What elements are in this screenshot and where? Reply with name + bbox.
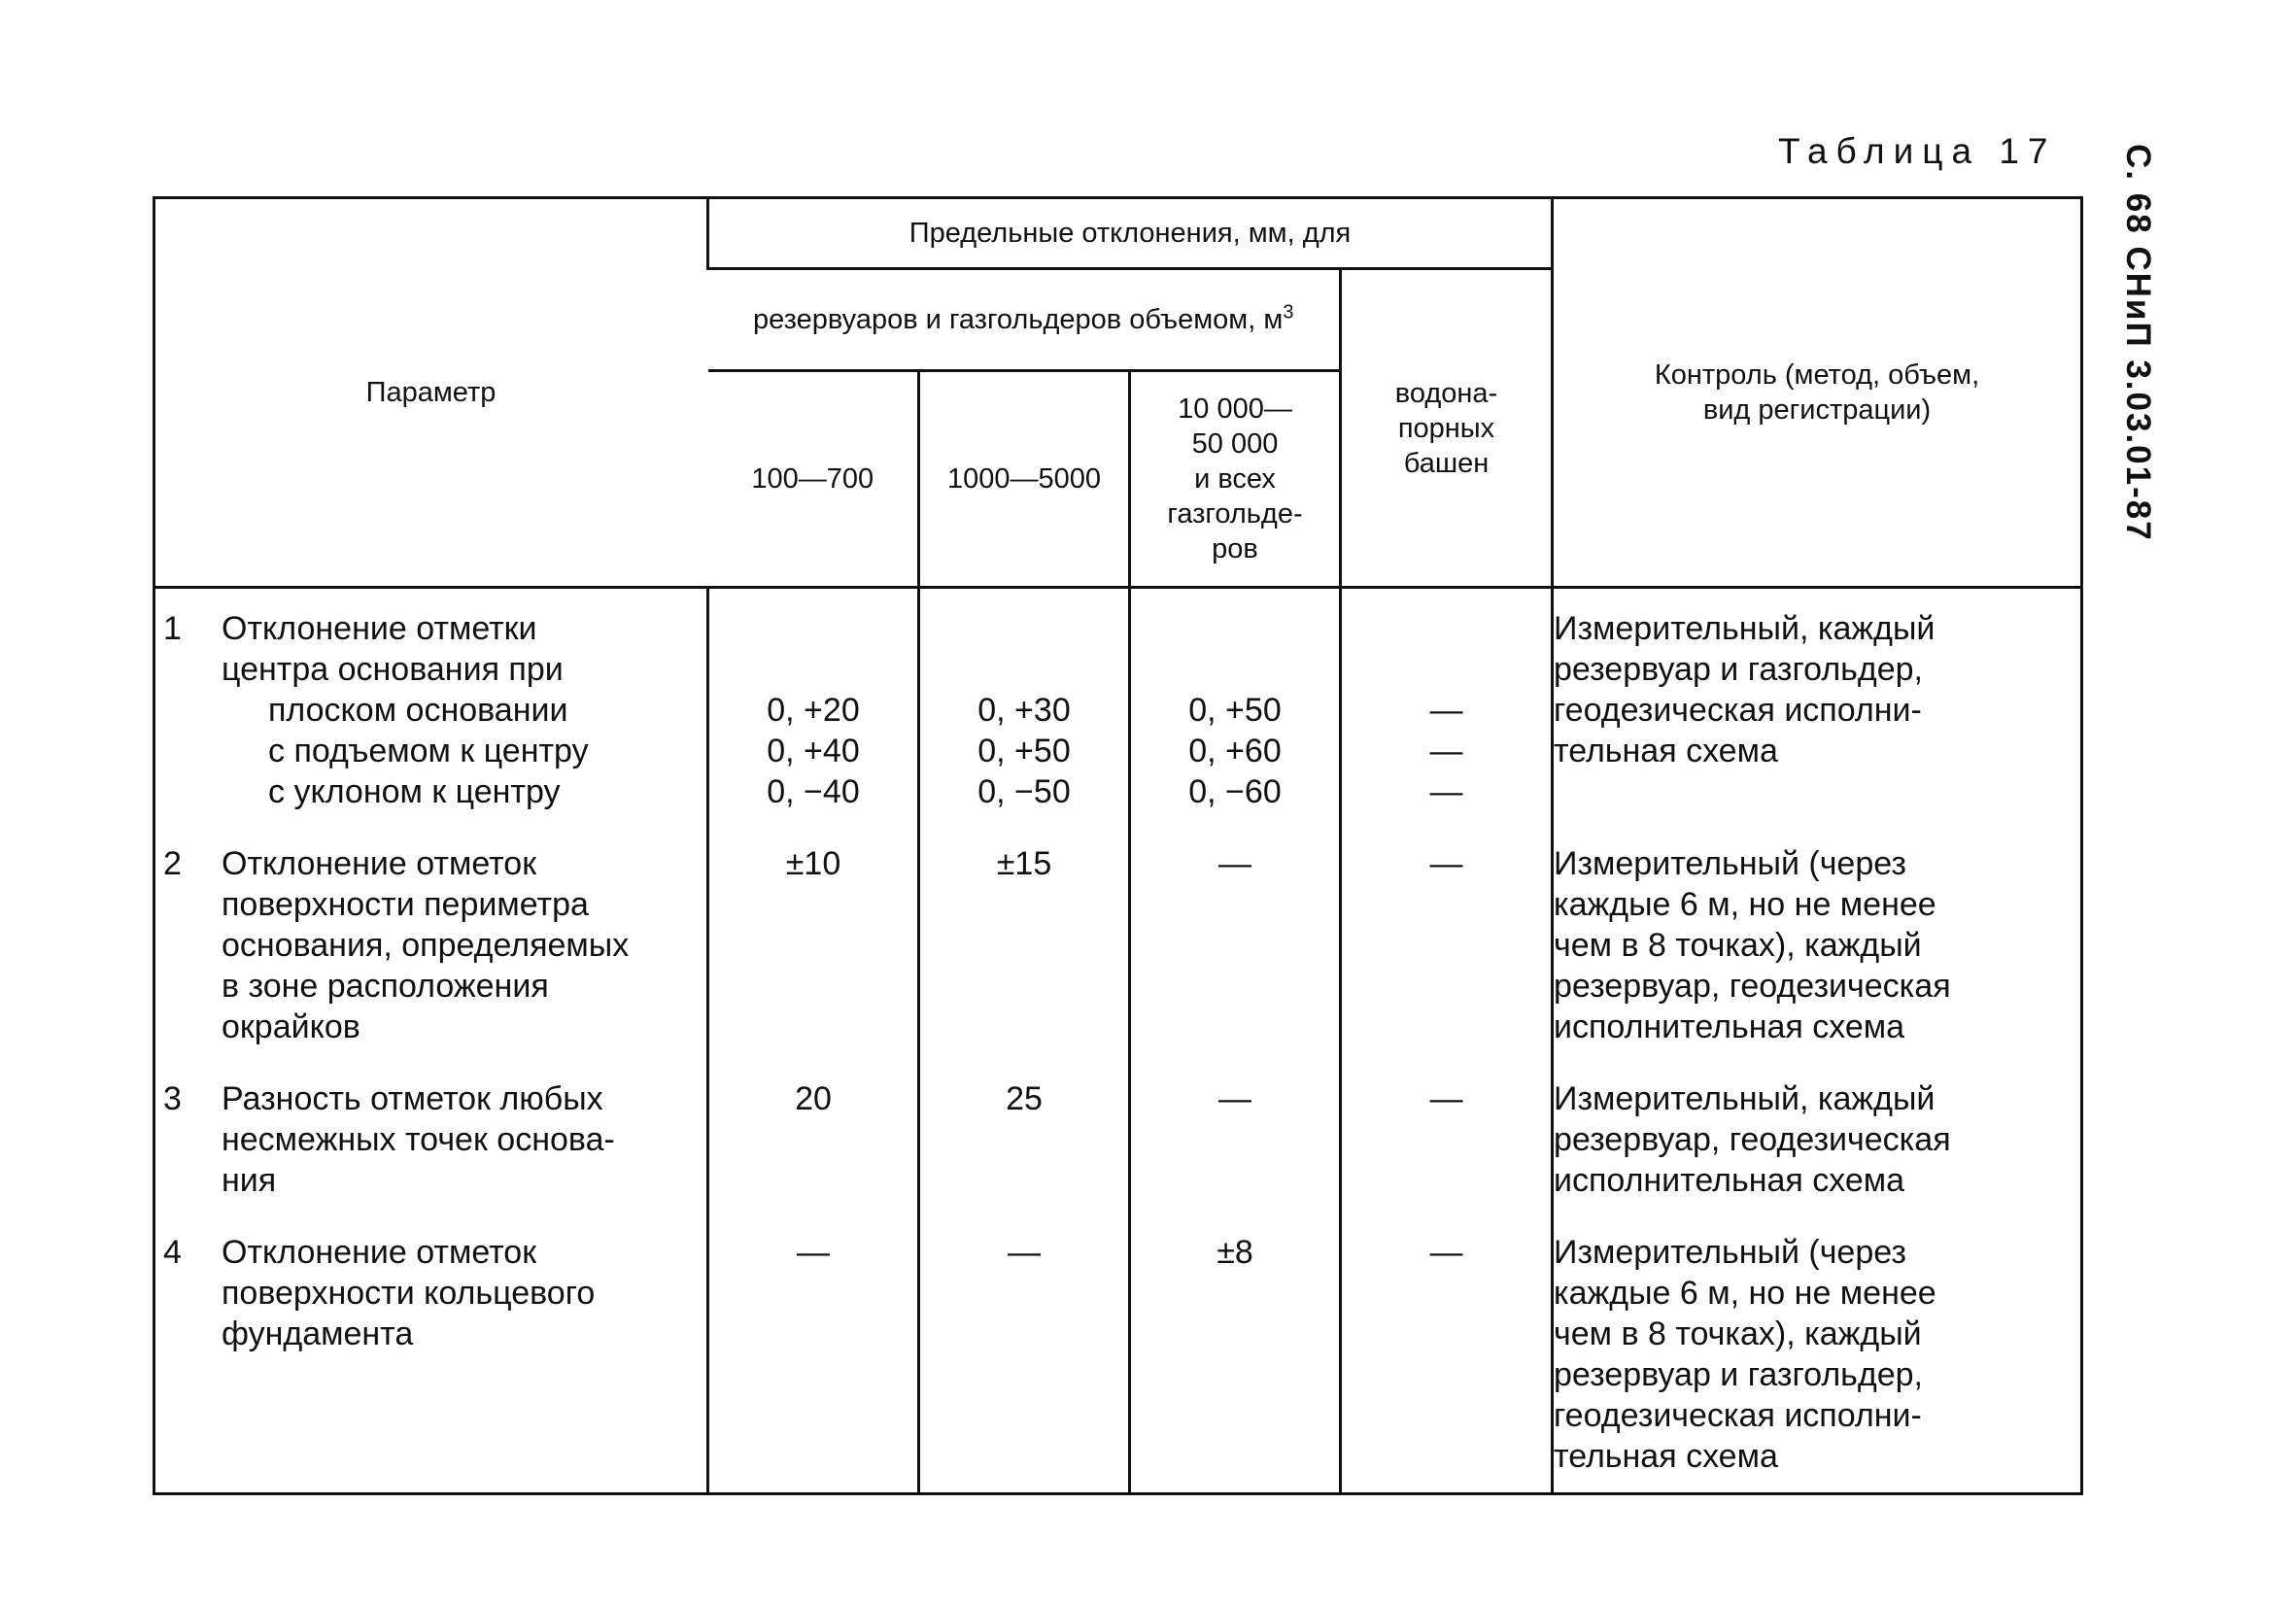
header-control-line: вид регистрации) <box>1702 394 1932 426</box>
header-volume-3-line: газгольде- <box>1167 498 1303 530</box>
value-cell-4 <box>1341 588 1553 831</box>
value-cell-2: — <box>919 1218 1130 1494</box>
value-cell-3: ±8 <box>1130 1218 1341 1494</box>
header-volume-1: 100—700 <box>708 371 919 588</box>
value-cell-4: — <box>1341 1065 1553 1218</box>
control-line: Измерительный (через <box>1554 1234 1906 1271</box>
value: 0, +50 <box>1188 692 1282 729</box>
value-cell-3: — <box>1130 1065 1341 1218</box>
param-cell <box>154 1065 708 1218</box>
param-line: Отклонение отметок <box>222 845 537 882</box>
param-subline: плоском основании <box>268 692 568 729</box>
param-line: несмежных точек основа- <box>222 1121 615 1158</box>
control-cell <box>1553 1065 2082 1218</box>
value-cell-1: ±10 <box>708 830 919 1065</box>
param-subline: с уклоном к центру <box>268 773 561 810</box>
control-line: резервуар, геодезическая <box>1554 968 1951 1005</box>
table-number-label: Таблица 17 <box>1778 131 2057 171</box>
param-line: окрайков <box>222 1008 360 1045</box>
control-line: исполнительная схема <box>1554 1008 1905 1045</box>
param-line: основания, определяемых <box>222 927 630 964</box>
table-row <box>154 830 2082 1065</box>
value-cell-2 <box>919 588 1130 831</box>
table-row <box>154 1218 2082 1494</box>
value: — <box>1429 692 1463 729</box>
header-limits: Предельные отклонения, мм, для <box>708 198 1553 269</box>
control-line: резервуар и газгольдер, <box>1554 1356 1923 1393</box>
row-number: 4 <box>163 1234 182 1271</box>
value-cell-4: — <box>1341 830 1553 1065</box>
param-cell <box>154 1218 708 1494</box>
value: 0, +50 <box>977 733 1071 769</box>
param-line: центра основания при <box>222 651 564 688</box>
header-towers <box>1341 269 1553 588</box>
header-parameter: Параметр <box>154 198 708 588</box>
value-cell-1: — <box>708 1218 919 1494</box>
value-cell-1 <box>708 588 919 831</box>
control-line: чем в 8 точках), каждый <box>1554 927 1922 964</box>
value-cell-3: — <box>1130 830 1341 1065</box>
control-cell <box>1553 1218 2082 1494</box>
value: 0, −40 <box>767 773 860 810</box>
param-line: в зоне расположения <box>222 968 549 1005</box>
control-line: Измерительный, каждый <box>1554 1080 1936 1117</box>
control-line: чем в 8 точках), каждый <box>1554 1316 1922 1352</box>
header-volume-3 <box>1130 371 1341 588</box>
page-running-header: С. 68 СНиП 3.03.01-87 <box>2119 144 2157 542</box>
header-volume-3-line: 10 000— <box>1178 393 1292 425</box>
value: 0, +40 <box>767 733 860 769</box>
control-line: каждые 6 м, но не менее <box>1554 886 1936 923</box>
header-volume-3-line: ров <box>1212 533 1258 564</box>
control-line: исполнительная схема <box>1554 1162 1905 1199</box>
header-volume-3-line: 50 000 <box>1191 428 1279 460</box>
header-towers-line: водона- <box>1394 377 1498 409</box>
param-line: Отклонение отметок <box>222 1234 537 1271</box>
header-volume-2: 1000—5000 <box>919 371 1130 588</box>
param-line: поверхности кольцевого <box>222 1275 596 1312</box>
table-row <box>154 588 2082 831</box>
value: 0, +60 <box>1188 733 1282 769</box>
header-volume-3-line: и всех <box>1194 463 1276 495</box>
deviation-table <box>153 196 2083 1495</box>
value-cell-1: 20 <box>708 1065 919 1218</box>
header-tanks <box>708 269 1341 371</box>
value-cell-2: 25 <box>919 1065 1130 1218</box>
header-control-line: Контроль (метод, объем, <box>1654 359 1980 391</box>
value-cell-4: — <box>1341 1218 1553 1494</box>
control-line: каждые 6 м, но не менее <box>1554 1275 1936 1312</box>
value-cell-3 <box>1130 588 1341 831</box>
value: — <box>1429 773 1463 810</box>
param-cell <box>154 830 708 1065</box>
value: 0, +20 <box>767 692 860 729</box>
header-towers-line: башен <box>1403 447 1490 479</box>
param-line: фундамента <box>222 1316 414 1352</box>
row-number: 1 <box>163 610 182 647</box>
control-line: тельная схема <box>1554 733 1778 769</box>
control-line: Измерительный (через <box>1554 845 1906 882</box>
table-row <box>154 1065 2082 1218</box>
param-line: Разность отметок любых <box>222 1080 603 1117</box>
value: — <box>1429 733 1463 769</box>
row-number: 2 <box>163 845 182 882</box>
param-cell <box>154 588 708 831</box>
control-line: резервуар, геодезическая <box>1554 1121 1951 1158</box>
control-cell <box>1553 830 2082 1065</box>
control-line: резервуар и газгольдер, <box>1554 651 1923 688</box>
control-line: тельная схема <box>1554 1438 1778 1475</box>
header-towers-line: порных <box>1397 412 1495 444</box>
control-line: геодезическая исполни- <box>1554 692 1922 729</box>
header-tanks-exponent: 3 <box>1283 301 1294 324</box>
param-line: поверхности периметра <box>222 886 589 923</box>
value-cell-2: ±15 <box>919 830 1130 1065</box>
control-line: геодезическая исполни- <box>1554 1397 1922 1434</box>
value: 0, −50 <box>977 773 1071 810</box>
param-line: ния <box>222 1162 277 1199</box>
control-cell <box>1553 588 2082 831</box>
header-control <box>1553 198 2082 588</box>
param-line: Отклонение отметки <box>222 610 537 647</box>
row-number: 3 <box>163 1080 182 1117</box>
header-tanks-text: резервуаров и газгольдеров объемом, м <box>753 304 1284 335</box>
control-line: Измерительный, каждый <box>1554 610 1936 647</box>
value: 0, −60 <box>1188 773 1282 810</box>
param-subline: с подъемом к центру <box>268 733 589 769</box>
value: 0, +30 <box>977 692 1071 729</box>
